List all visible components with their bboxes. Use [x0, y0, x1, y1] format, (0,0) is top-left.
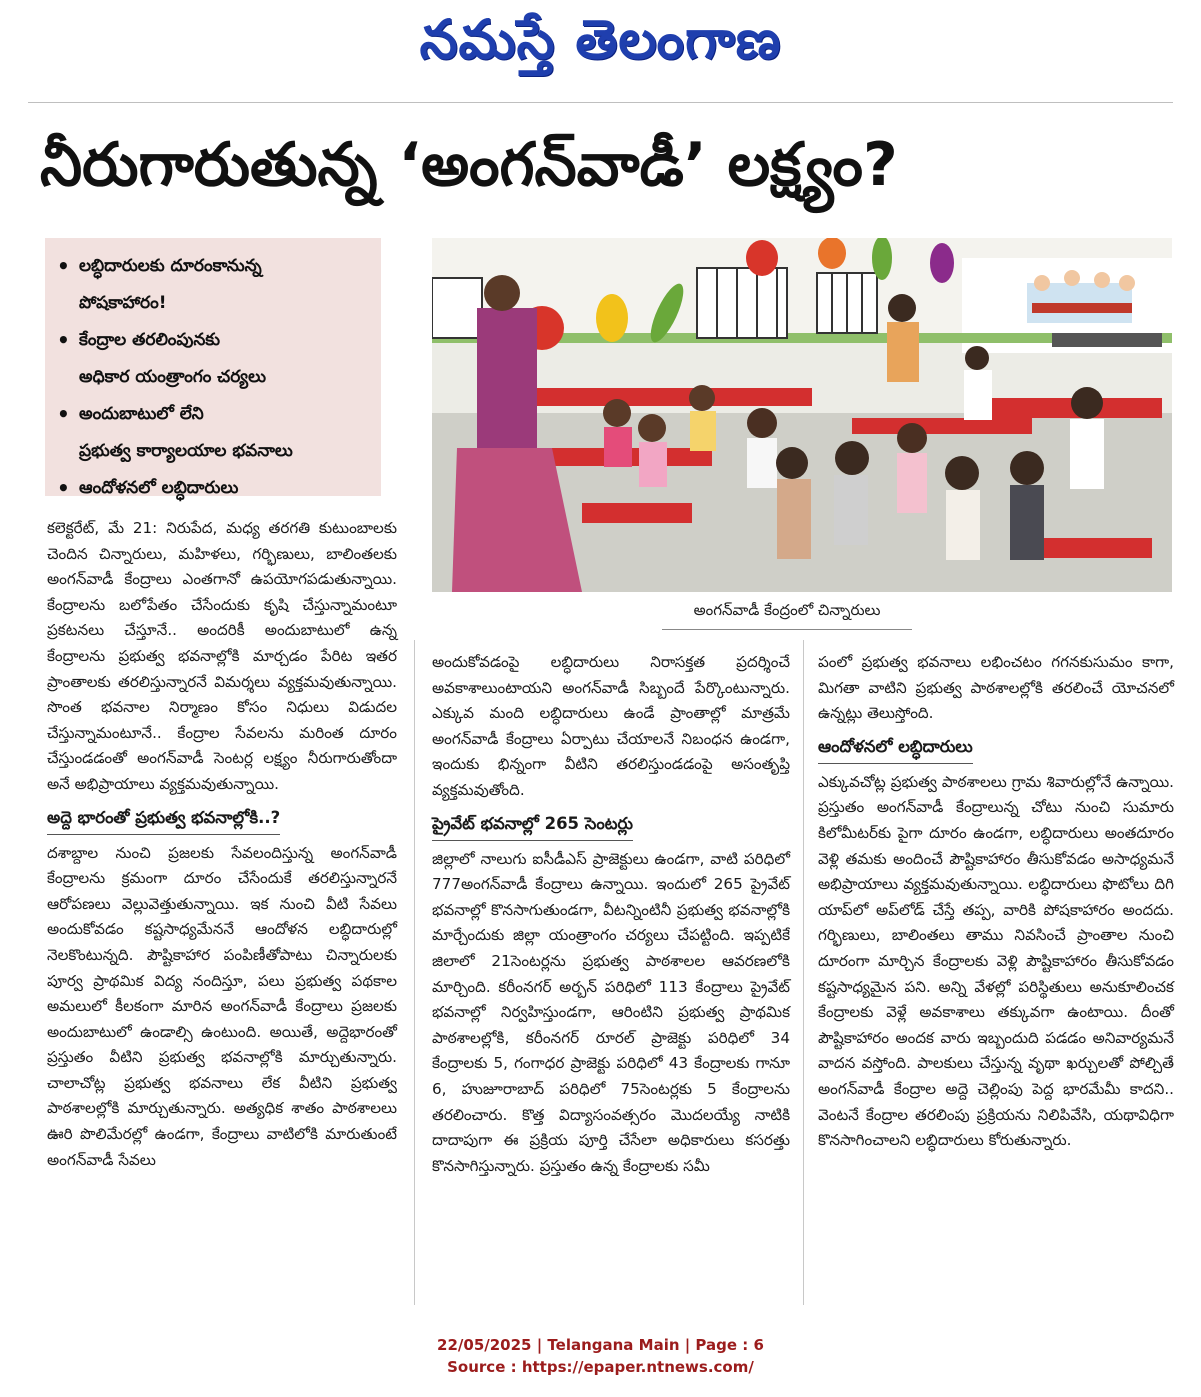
highlight-item: • ఆందోళనలో లబ్ధిదారులు	[57, 470, 381, 507]
article-paragraph: కలెక్టరేట్‌, మే 21: నిరుపేద, మధ్య తరగతి కుటుంబాలకు చెందిన చిన్నారులు, మహిళలు, గర్భిణులు, బాలింతలకు అంగన్‌వాడీ కేంద్రాలు ఎంతగానో ఉపయోగపడుతున్నాయి. కేంద్రాలను బలోపేతం చేసేందుకు కృషి చేస్తున్నామంటూ ప్రకటనలు చేస్తూనే.. అందరికీ అందుబాటులో ఉన్న కేంద్రాలను ప్రభుత్వ భవనాల్లోకి మార్చడం పేరిట ఇతర ప్రాంతాలకు తరలిస్తున్నారనే విమర్శలు వ్యక్తమవుతున్నాయి. సొంత భవనాల నిర్మాణం కోసం నిధులు విడుదల చేస్తున్నామంటూనే.. కేంద్రాల సేవలను మరింత దూరం చేస్తుండడంతో అంగన్‌వాడీ సెంటర్ల లక్ష్యం నీరుగారుతోందా అనే అభిప్రాయాలు వ్యక్తమవుతున్నాయి.	[47, 519, 397, 793]
highlight-item-cont	[57, 359, 381, 396]
column-divider	[414, 640, 415, 1305]
footer-date-line: 22/05/2025 | Telangana Main | Page : 6	[437, 1336, 764, 1354]
highlight-item: • కేంద్రాల తరలింపునకు	[57, 322, 381, 359]
highlight-item: • అందుబాటులో లేని	[57, 396, 381, 433]
highlight-item-cont	[57, 433, 381, 470]
page-footer	[0, 1334, 1201, 1378]
highlight-text: కేంద్రాల తరలింపునకు	[79, 330, 221, 350]
article-column-1	[47, 516, 397, 1173]
highlight-text: అందుబాటులో లేని	[79, 404, 204, 424]
headline: నీరుగారుతున్న ‘అంగన్‌వాడీ’ లక్ష్యం?	[40, 130, 898, 200]
article-paragraph: పంలో ప్రభుత్వ భవనాలు లభించటం గగనకుసుమం కాగా, మిగతా వాటిని ప్రభుత్వ పాఠశాలల్లోకి తరలించే యోచనలో ఉన్నట్లు తెలుస్తోంది.	[818, 653, 1174, 723]
masthead-divider	[28, 102, 1173, 103]
subheading: ఆందోళనలో లబ్ధిదారులు	[818, 733, 973, 764]
subheading: అద్దె భారంతో ప్రభుత్వ భవనాల్లోకి..?	[47, 804, 280, 835]
article-column-2	[432, 650, 790, 1179]
highlight-text: పోషకాహారం!	[79, 293, 167, 313]
highlight-text: అధికార యంత్రాంగం చర్యలు	[79, 367, 267, 387]
footer-source-line: Source : https://epaper.ntnews.com/	[447, 1358, 754, 1376]
article-paragraph: అందుకోవడంపై లబ్ధిదారులు నిరాసక్తత ప్రదర్శించే అవకాశాలుంటాయని అంగన్‌వాడీ సిబ్బందే పేర్కొంటున్నారు. ఎక్కువ మంది లబ్ధిదారులు ఉండే ప్రాంతాల్లో మాత్రమే అంగన్‌వాడీ కేంద్రాలు ఏర్పాటు చేయాలనే నిబంధన ఉండగా, ఇందుకు భిన్నంగా వీటిని తరలిస్తుండడంపై అసంతృప్తి వ్యక్తమవుతోంది.	[432, 653, 790, 799]
article-paragraph: ఎక్కువచోట్ల ప్రభుత్వ పాఠశాలలు గ్రామ శివారుల్లోనే ఉన్నాయి. ప్రస్తుతం అంగన్‌వాడీ కేంద్రాలున్న చోటు నుంచి సుమారు కిలోమీటర్‌కు పైగా దూరం ఉండగా, లబ్ధిదారులు అంతదూరం వెళ్లి తమకు అందించే పౌష్టికాహారం తీసుకోవడం అసాధ్యమనే అభిప్రాయాలు వ్యక్తమవుతున్నాయి. లబ్ధిదారులు ఫొటోలు దిగి యాప్‌లో అప్‌లోడ్‌ చేస్తే తప్ప, వారికి పోషకాహారం అందదు. గర్భిణులు, బాలింతలు తాము నివసించే ప్రాంతాల నుంచి దూరంగా మార్చిన కేంద్రాలకు వెళ్లి పౌష్టికాహారం తీసుకోవడం కష్టసాధ్యమైన పని. అన్ని వేళల్లో పరిస్థితులు అనుకూలించక కేంద్రాలకు వెళ్లే అవకాశాలు తక్కువగా ఉంటాయి. దీంతో పౌష్టికాహారం అందక వారు ఇబ్బందుది పడడం అనివార్యమనే వాదన వస్తోంది. పాలకులు చేస్తున్న వృథా ఖర్చులతో పోల్చితే అంగన్‌వాడీ కేంద్రాల అద్దె చెల్లింపు పెద్ద భారమేమీ కాదని.. వెంటనే కేంద్రాల తరలింపు ప్రక్రియను నిలిపివేసి, యథావిధిగా కొనసాగించాలని లబ్ధిదారులు కోరుతున్నారు.	[818, 772, 1174, 1150]
article-paragraph: జిల్లాలో నాలుగు ఐసీడీఎస్‌ ప్రాజెక్టులు ఉండగా, వాటి పరిధిలో 777అంగన్‌వాడీ కేంద్రాలు ఉన్నాయి. ఇందులో 265 ప్రైవేట్‌ భవనాల్లో కొనసాగుతుండగా, వీటన్నింటినీ ప్రభుత్వ భవనాల్లోకి మార్చేందుకు జిల్లా యంత్రాంగం చర్యలు చేపట్టింది. ఇప్పటికే జిలాలో 21సెంటర్లను ప్రభుత్వ పాఠశాలల ఆవరణలోకి మార్చింది. కరీంనగర్‌ అర్బన్‌ పరిధిలో 113 కేంద్రాలు ప్రైవేట్‌ భవనాల్లో నిర్వహిస్తుండగా, ఆరింటిని ప్రభుత్వ ప్రాథమిక పాఠశాలల్లోకి, కరీంనగర్‌ రూరల్‌ ప్రాజెక్టు పరిధిలో 34 కేంద్రాలకు 5, గంగాధర ప్రాజెక్టు పరిధిలో 43 కేంద్రాలకు గానూ 6, హుజూరాబాద్‌ పరిధిలో 75సెంటర్లకు 5 కేంద్రాలను తరలించారు. కొత్త విద్యాసంవత్సరం మొదలయ్యే నాటికి దాదాపుగా ఈ ప్రక్రియ పూర్తి చేసేలా అధికారులు కసరత్తు కొనసాగిస్తున్నారు. ప్రస్తుతం ఉన్న కేంద్రాలకు సమీ	[432, 849, 790, 1175]
masthead-logo: నమస్తే తెలంగాణ	[419, 8, 782, 71]
highlight-text: ప్రభుత్వ కార్యాలయాల భవనాలు	[79, 441, 293, 461]
highlights-box	[45, 238, 381, 500]
article-paragraph: దశాబ్దాల నుంచి ప్రజలకు సేవలందిస్తున్న అంగన్‌వాడీ కేంద్రాలను క్రమంగా దూరం చేసేందుకే తరలిస్తున్నారనే ఆరోపణలు వెల్లువెత్తుతున్నాయి. ఇక నుంచి వీటి సేవలు అందుకోవడం కష్టసాధ్యమేననే ఆందోళన లబ్ధిదారుల్లో నెలకొంటున్నది. పౌష్టికాహార పంపిణీతోపాటు చిన్నారులకు పూర్వ ప్రాథమిక విద్య నందిస్తూ, పలు ప్రభుత్వ పథకాల అమలులో కీలకంగా మారిన అంగన్‌వాడీ కేంద్రాలు ప్రజలకు అందుబాటులో ఉండాల్సి ఉంటుంది. అయితే, అద్దెభారంతో ప్రస్తుతం వీటిని ప్రభుత్వ భవనాల్లోకి మార్చుతున్నారు. చాలాచోట్ల ప్రభుత్వ భవనాలు లేక వీటిని ప్రభుత్వ పాఠశాలల్లోకి మార్చుతున్నారు. అత్యధిక శాతం పాఠశాలలు ఊరి పొలిమేరల్లో ఉండగా, కేంద్రాలు వాటిలోకి మారుతుంటే అంగన్‌వాడీ సేవలు	[47, 843, 397, 1169]
column-divider	[803, 640, 804, 1305]
news-photo	[432, 238, 1172, 592]
highlight-text: లబ్ధిదారులకు దూరంకానున్న	[79, 256, 262, 276]
highlight-item-cont	[57, 285, 381, 322]
article-column-3	[818, 650, 1174, 1154]
highlight-text: ఆందోళనలో లబ్ధిదారులు	[79, 478, 239, 498]
caption-rule	[662, 629, 912, 630]
highlight-item: • లబ్ధిదారులకు దూరంకానున్న	[57, 248, 381, 285]
photo-caption: అంగన్‌వాడీ కేంద్రంలో చిన్నారులు	[693, 601, 881, 619]
subheading: ప్రైవేట్‌ భవనాల్లో 265 సెంటర్లు	[432, 810, 633, 841]
